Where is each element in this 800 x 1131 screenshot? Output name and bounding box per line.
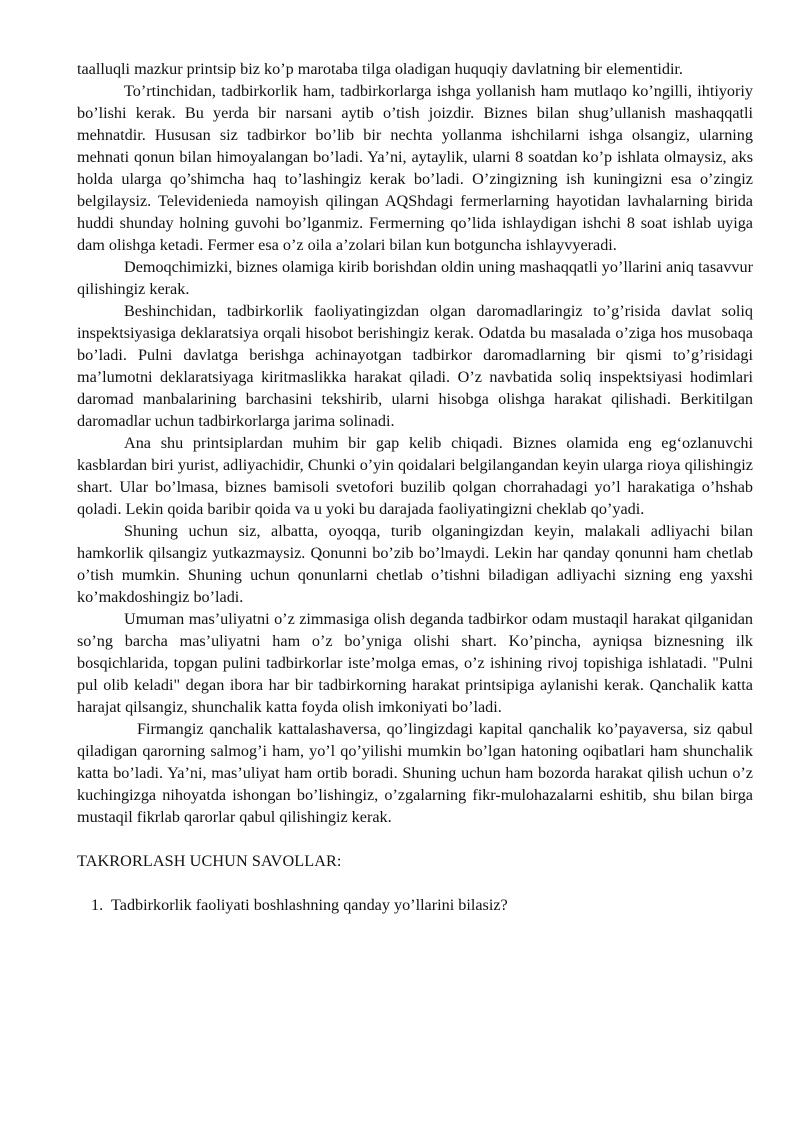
question-text: Tadbirkorlik faoliyati boshlashning qanday yo’llarini bilasiz? (111, 896, 508, 914)
paragraph-cooperation: Shuning uchun siz, albatta, oyoqqa, turib olganingizdan keyin, malakali adliyachi bilan hamkorlik qilsangiz yutkazmaysiz. Qonunni bo’zib bo’lmaydi. Lekin har qanday qonunni ham chetlab o’tish mumkin. Shuning uchun qonunlarni chetlab o’tishni biladigan adliyachi sizning eng yaxshi ko’makdoshingiz bo’ladi. (77, 522, 753, 606)
question-list (77, 894, 753, 916)
paragraph-continuation: taalluqli mazkur printsip biz ko’p marotaba tilga oladigan huquqiy davlatning bir elementidir. (77, 60, 683, 78)
list-item (77, 894, 753, 916)
paragraph-fifth-principle: Beshinchidan, tadbirkorlik faoliyatingizdan olgan daromadlaringiz to’g’risida davlat soliq inspektsiyasiga deklaratsiya orqali hisobot berishingiz kerak. Odatda bu masalada o’ziga hos musobaqa bo’ladi. Pulni davlatga berishga achinayotgan tadbirkor daromadlarning bir qismi to’g’risidagi ma’lumotni deklaratsiyaga kiritmaslikka harakat qiladi. O’z navbatida soliq inspektsiyasi hodimlari daromad manbalarining barchasini tekshirib, ularni hisobga olishga harakat qilishadi. Berkitilgan daromadlar uchun tadbirkorlarga jarima solinadi. (77, 302, 753, 430)
document-page (77, 58, 753, 916)
question-number: 1. (91, 896, 104, 914)
paragraph-summary: Demoqchimizki, biznes olamiga kirib borishdan oldin uning mashaqqatli yo’llarini aniq tasavvur qilishingiz kerak. (77, 258, 753, 298)
paragraph-lawyer: Ana shu printsiplardan muhim bir gap kelib chiqadi. Biznes olamida eng eg‘ozlanuvchi kasblardan biri yurist, adliyachidir, Chunki o’yin qoidalari belgilangandan keyin ularga rioya qilishingiz shart. Ular bo’lmasa, biznes bamisoli svetofori buzilib qolgan chorrahadagi yo’l harakatiga o’hshab qoladi. Lekin qoida baribir qoida va u yoki bu darajada faoliyatingizni cheklab qo’yadi. (77, 434, 753, 518)
paragraph-firm-growth: Firmangiz qanchalik kattalashaversa, qo’lingizdagi kapital qanchalik ko’payaversa, siz qabul qiladigan qarorning salmog’i ham, yo’l qo’yilishi mumkin bo’lgan hatoning oqibatlari ham shunchalik katta bo’ladi. Ya’ni, mas’uliyat ham ortib boradi. Shuning uchun ham bozorda harakat qilish uchun o’z kuchingizga nihoyatda ishongan bo’lishingiz, o’zgalarning fikr-mulohazalarni eshitib, shu bilan birga mustaqil fikrlab qarorlar qabul qilishingiz kerak. (77, 720, 753, 826)
paragraph-responsibility: Umuman mas’uliyatni o’z zimmasiga olish deganda tadbirkor odam mustaqil harakat qilganidan so’ng barcha mas’uliyatni ham o’z bo’yniga olishi shart. Ko’pincha, ayniqsa biznesning ilk bosqichlarida, topgan pulini tadbirkorlar iste’molga emas, o’z ishining rivoj topishiga ishlatadi. "Pulni pul olib keladi" degan ibora har bir tadbirkorning harakat printsipiga aylanishi kerak. Qanchalik katta harajat qilsangiz, shunchalik katta foyda olish imkoniyati bo’ladi. (77, 610, 753, 716)
paragraph-fourth-principle: To’rtinchidan, tadbirkorlik ham, tadbirkorlarga ishga yollanish ham mutlaqo ko’ngilli, ihtiyoriy bo’lishi kerak. Bu yerda bir narsani aytib o’tish joizdir. Biznes bilan shug’ullanish mashaqqatli mehnatdir. Hususan siz tadbirkor bo’lib bir nechta yollanma ishchilarni ishga olsangiz, ularning mehnati qonun bilan himoyalangan bo’ladi. Ya’ni, aytaylik, ularni 8 soatdan ko’p ishlata olmaysiz, aks holda ularga qo’shimcha haq to’lashingiz kerak bo’ladi. O’zingizning ish kuningizni esa o’zingiz belgilaysiz. Televidenieda namoyish qilingan AQShdagi fermerlarning hayotidan lavhalarning birida huddi shunday holning guvohi bo’lganmiz. Fermerning qo’lida ishlaydigan ishchi 8 soat ishlab uyiga dam olishga ketadi. Fermer esa o’z oila a’zolari bilan kun botguncha ishlayvyeradi. (77, 82, 753, 254)
section-heading: TAKRORLASH UCHUN SAVOLLAR: (77, 852, 342, 870)
